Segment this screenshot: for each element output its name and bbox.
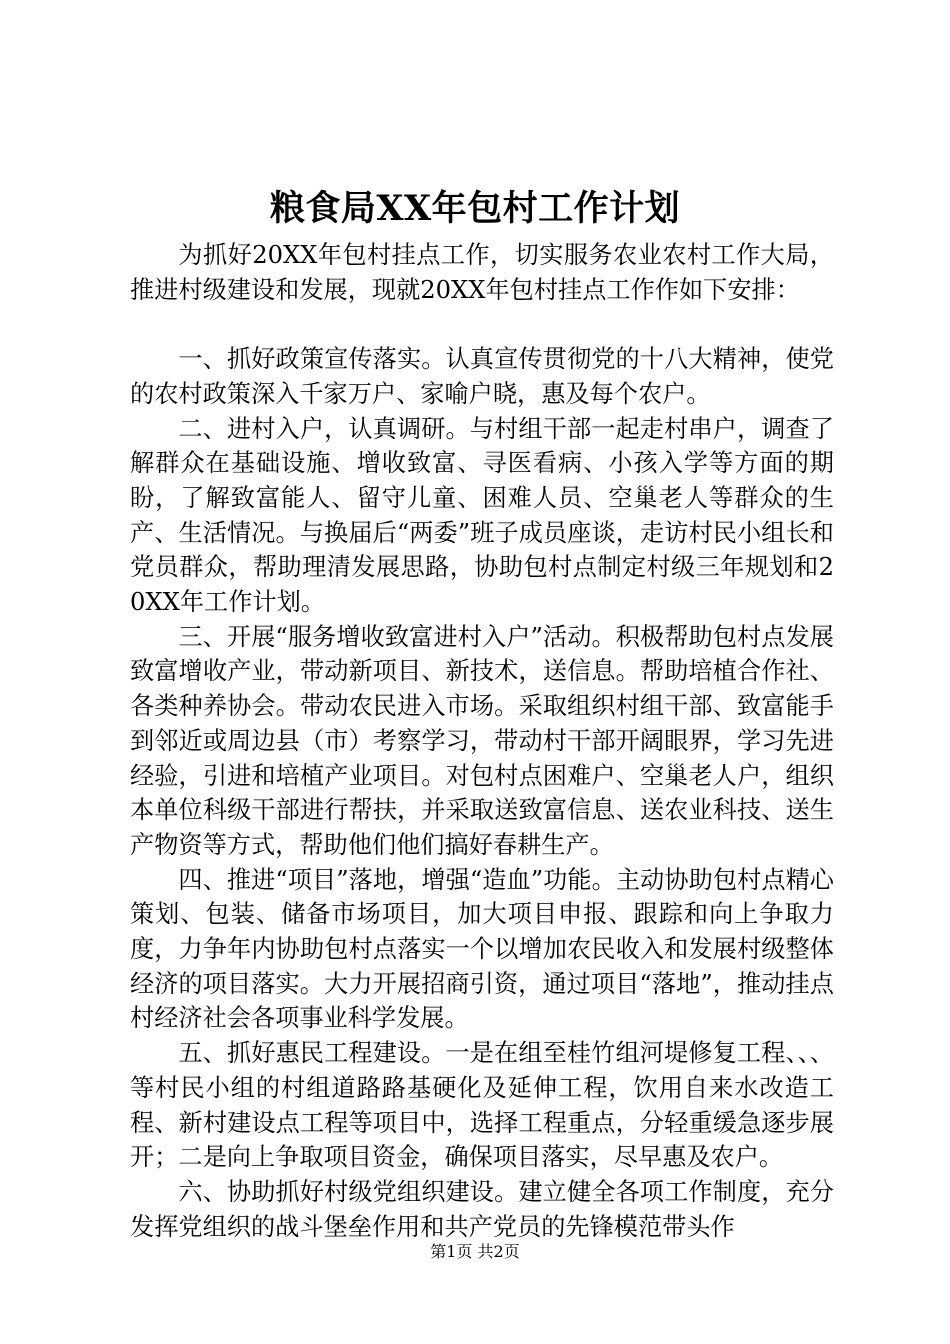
paragraph-intro: 为抓好20XX年包村挂点工作，切实服务农业农村工作大局，推进村级建设和发展，现就20XX年包村挂点工作作如下安排： xyxy=(130,241,834,304)
paragraph-3: 三、开展“服务增收致富进村入户”活动。积极帮助包村点发展致富增收产业，带动新项目、新技术，送信息。帮助培植合作社、各类种养协会。带动农民进入市场。采取组织村组干部、致富能手到邻近或周边县（市）考察学习，带动村干部开阔眼界，学习先进经验，引进和培植产业项目。对包村点困难户、空巢老人户，组织本单位科级干部进行帮扶，并采取送致富信息、送农业科技、送生产物资等方式，帮助他们他们搞好春耕生产。 xyxy=(130,622,834,859)
paragraph-1: 一、抓好政策宣传落实。认真宣传贯彻党的十八大精神，使党的农村政策深入千家万户、家喻户晓，惠及每个农户。 xyxy=(130,345,834,408)
page-footer: 第1页 共2页 xyxy=(430,1242,520,1261)
document-title: 粮食局XX年包村工作计划 xyxy=(269,188,681,229)
paragraph-2: 二、进村入户，认真调研。与村组干部一起走村串户，调查了解群众在基础设施、增收致富、寻医看病、小孩入学等方面的期盼，了解致富能人、留守儿童、困难人员、空巢老人等群众的生产、生活情况。与换届后“两委”班子成员座谈，走访村民小组长和党员群众，帮助理清发展思路，协助包村点制定村级三年规划和20XX年工作计划。 xyxy=(130,414,834,617)
paragraph-5: 五、抓好惠民工程建设。一是在组至桂竹组河堤修复工程、、、等村民小组的村组道路路基硬化及延伸工程，饮用自来水改造工程、新村建设点工程等项目中，选择工程重点，分轻重缓急逐步展开；二是向上争取项目资金，确保项目落实，尽早惠及农户。 xyxy=(130,1039,834,1172)
paragraph-4: 四、推进“项目”落地，增强“造血”功能。主动协助包村点精心策划、包装、储备市场项目，加大项目申报、跟踪和向上争取力度，力争年内协助包村点落实一个以增加农民收入和发展村级整体经济的项目落实。大力开展招商引资，通过项目“落地”，推动挂点村经济社会各项事业科学发展。 xyxy=(130,865,834,1033)
document-body xyxy=(130,238,834,1244)
paragraph-6: 六、协助抓好村级党组织建设。建立健全各项工作制度，充分发挥党组织的战斗堡垒作用和共产党员的先锋模范带头作 xyxy=(130,1177,834,1241)
